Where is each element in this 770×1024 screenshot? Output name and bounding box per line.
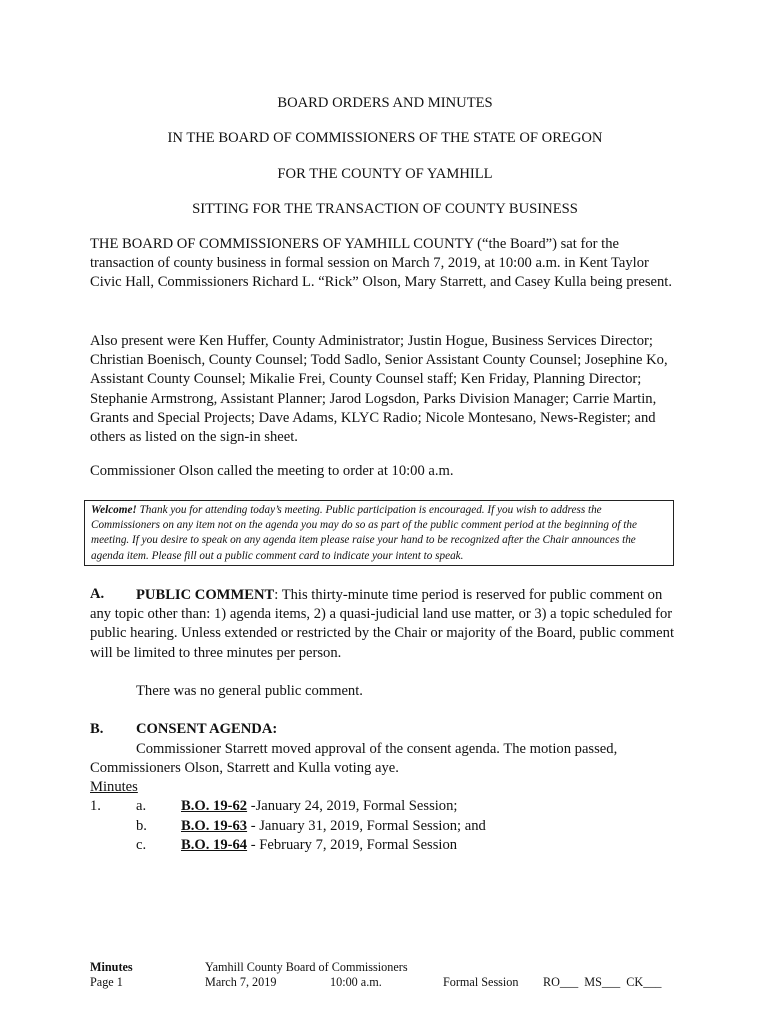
item-number: 1. (90, 798, 101, 814)
footer-date: March 7, 2019 (205, 975, 277, 989)
list-item-text: -January 24, 2019, Formal Session; (247, 798, 458, 814)
attendees-paragraph: Also present were Ken Huffer, County Administrator; Justin Hogue, Business Services Director; Christian Boenisch, County Counsel; Todd Sadlo, Senior Assistant County Counsel; Josephine Ko, Assistant County Counsel; Mikalie Frei, County Counsel staff; Ken Friday, Planning Director; Stephanie Armstrong, Assistant Planner; Jarod Logsdon, Parks Division Manager; Carrie Martin, Grants and Special Projects; Dave Adams, KLYC Radio; Nicole Montesano, News-Register; and others as listed on the sign-in sheet. (90, 333, 668, 446)
section-a-text: : This thirty-minute time period is reserved for public comment on any topic other than: 1) agenda items, 2) a quasi-judicial land use matter, or 3) a topic scheduled for public hearing. Unless extended or restricted by the Chair or majority of the Board, public comment will be limited to three minutes per person. (90, 587, 674, 661)
welcome-lead: Welcome! (91, 504, 137, 516)
list-item-text: - January 31, 2019, Formal Session; and (247, 818, 486, 834)
call-to-order: Commissioner Olson called the meeting to order at 10:00 a.m. (90, 463, 454, 479)
footer-time: 10:00 a.m. (330, 975, 382, 989)
footer-session: Formal Session (443, 975, 519, 989)
list-item (181, 798, 457, 815)
list-item-letter: a. (136, 798, 147, 814)
header-line-1: BOARD ORDERS AND MINUTES (277, 95, 493, 111)
consent-motion: Commissioner Starrett moved approval of the consent agenda. The motion passed, (136, 741, 618, 757)
welcome-text: Thank you for attending today’s meeting. Public participation is encouraged. If you wish to address the Commissioners on any item not on the agenda you may do so as part of the public comment period at the beginning of the meeting. If you desire to speak on any agenda item please raise your hand to be recognized after the Chair announces the agenda item. Please fill out a public comment card to indicate your intent to speak. (91, 504, 637, 562)
welcome-notice-box (84, 500, 674, 566)
section-a-title: PUBLIC COMMENT (136, 587, 275, 603)
header-line-4: SITTING FOR THE TRANSACTION OF COUNTY BUSINESS (192, 201, 578, 217)
section-b-title: CONSENT AGENDA: (136, 721, 278, 737)
intro-paragraph: THE BOARD OF COMMISSIONERS OF YAMHILL COUNTY (“the Board”) sat for the transaction of county business in formal session on March 7, 2019, at 10:00 a.m. in Kent Taylor Civic Hall, Commissioners Richard L. “Rick” Olson, Mary Starrett, and Casey Kulla being present. (90, 236, 673, 291)
section-a-note: There was no general public comment. (136, 683, 363, 699)
footer-label: Minutes (90, 960, 133, 974)
minutes-heading: Minutes (90, 779, 138, 795)
list-item-letter: c. (136, 837, 147, 853)
footer-board: Yamhill County Board of Commissioners (205, 960, 408, 974)
list-item (181, 837, 457, 854)
section-a-letter: A. (90, 586, 105, 602)
header-line-2: IN THE BOARD OF COMMISSIONERS OF THE STATE OF OREGON (167, 130, 603, 146)
list-item-letter: b. (136, 818, 147, 834)
footer-initials: RO___ MS___ CK___ (543, 975, 662, 989)
section-b-letter: B. (90, 721, 104, 737)
list-item-text: - February 7, 2019, Formal Session (247, 837, 458, 853)
header-line-3: FOR THE COUNTY OF YAMHILL (277, 166, 493, 182)
list-item (181, 818, 486, 835)
board-order-link[interactable]: B.O. 19-64 (181, 837, 248, 853)
footer-page: Page 1 (90, 975, 123, 989)
consent-motion-cont: Commissioners Olson, Starrett and Kulla voting aye. (90, 760, 399, 776)
board-order-link[interactable]: B.O. 19-63 (181, 818, 248, 834)
board-order-link[interactable]: B.O. 19-62 (181, 798, 248, 814)
section-a-paragraph (90, 586, 680, 663)
